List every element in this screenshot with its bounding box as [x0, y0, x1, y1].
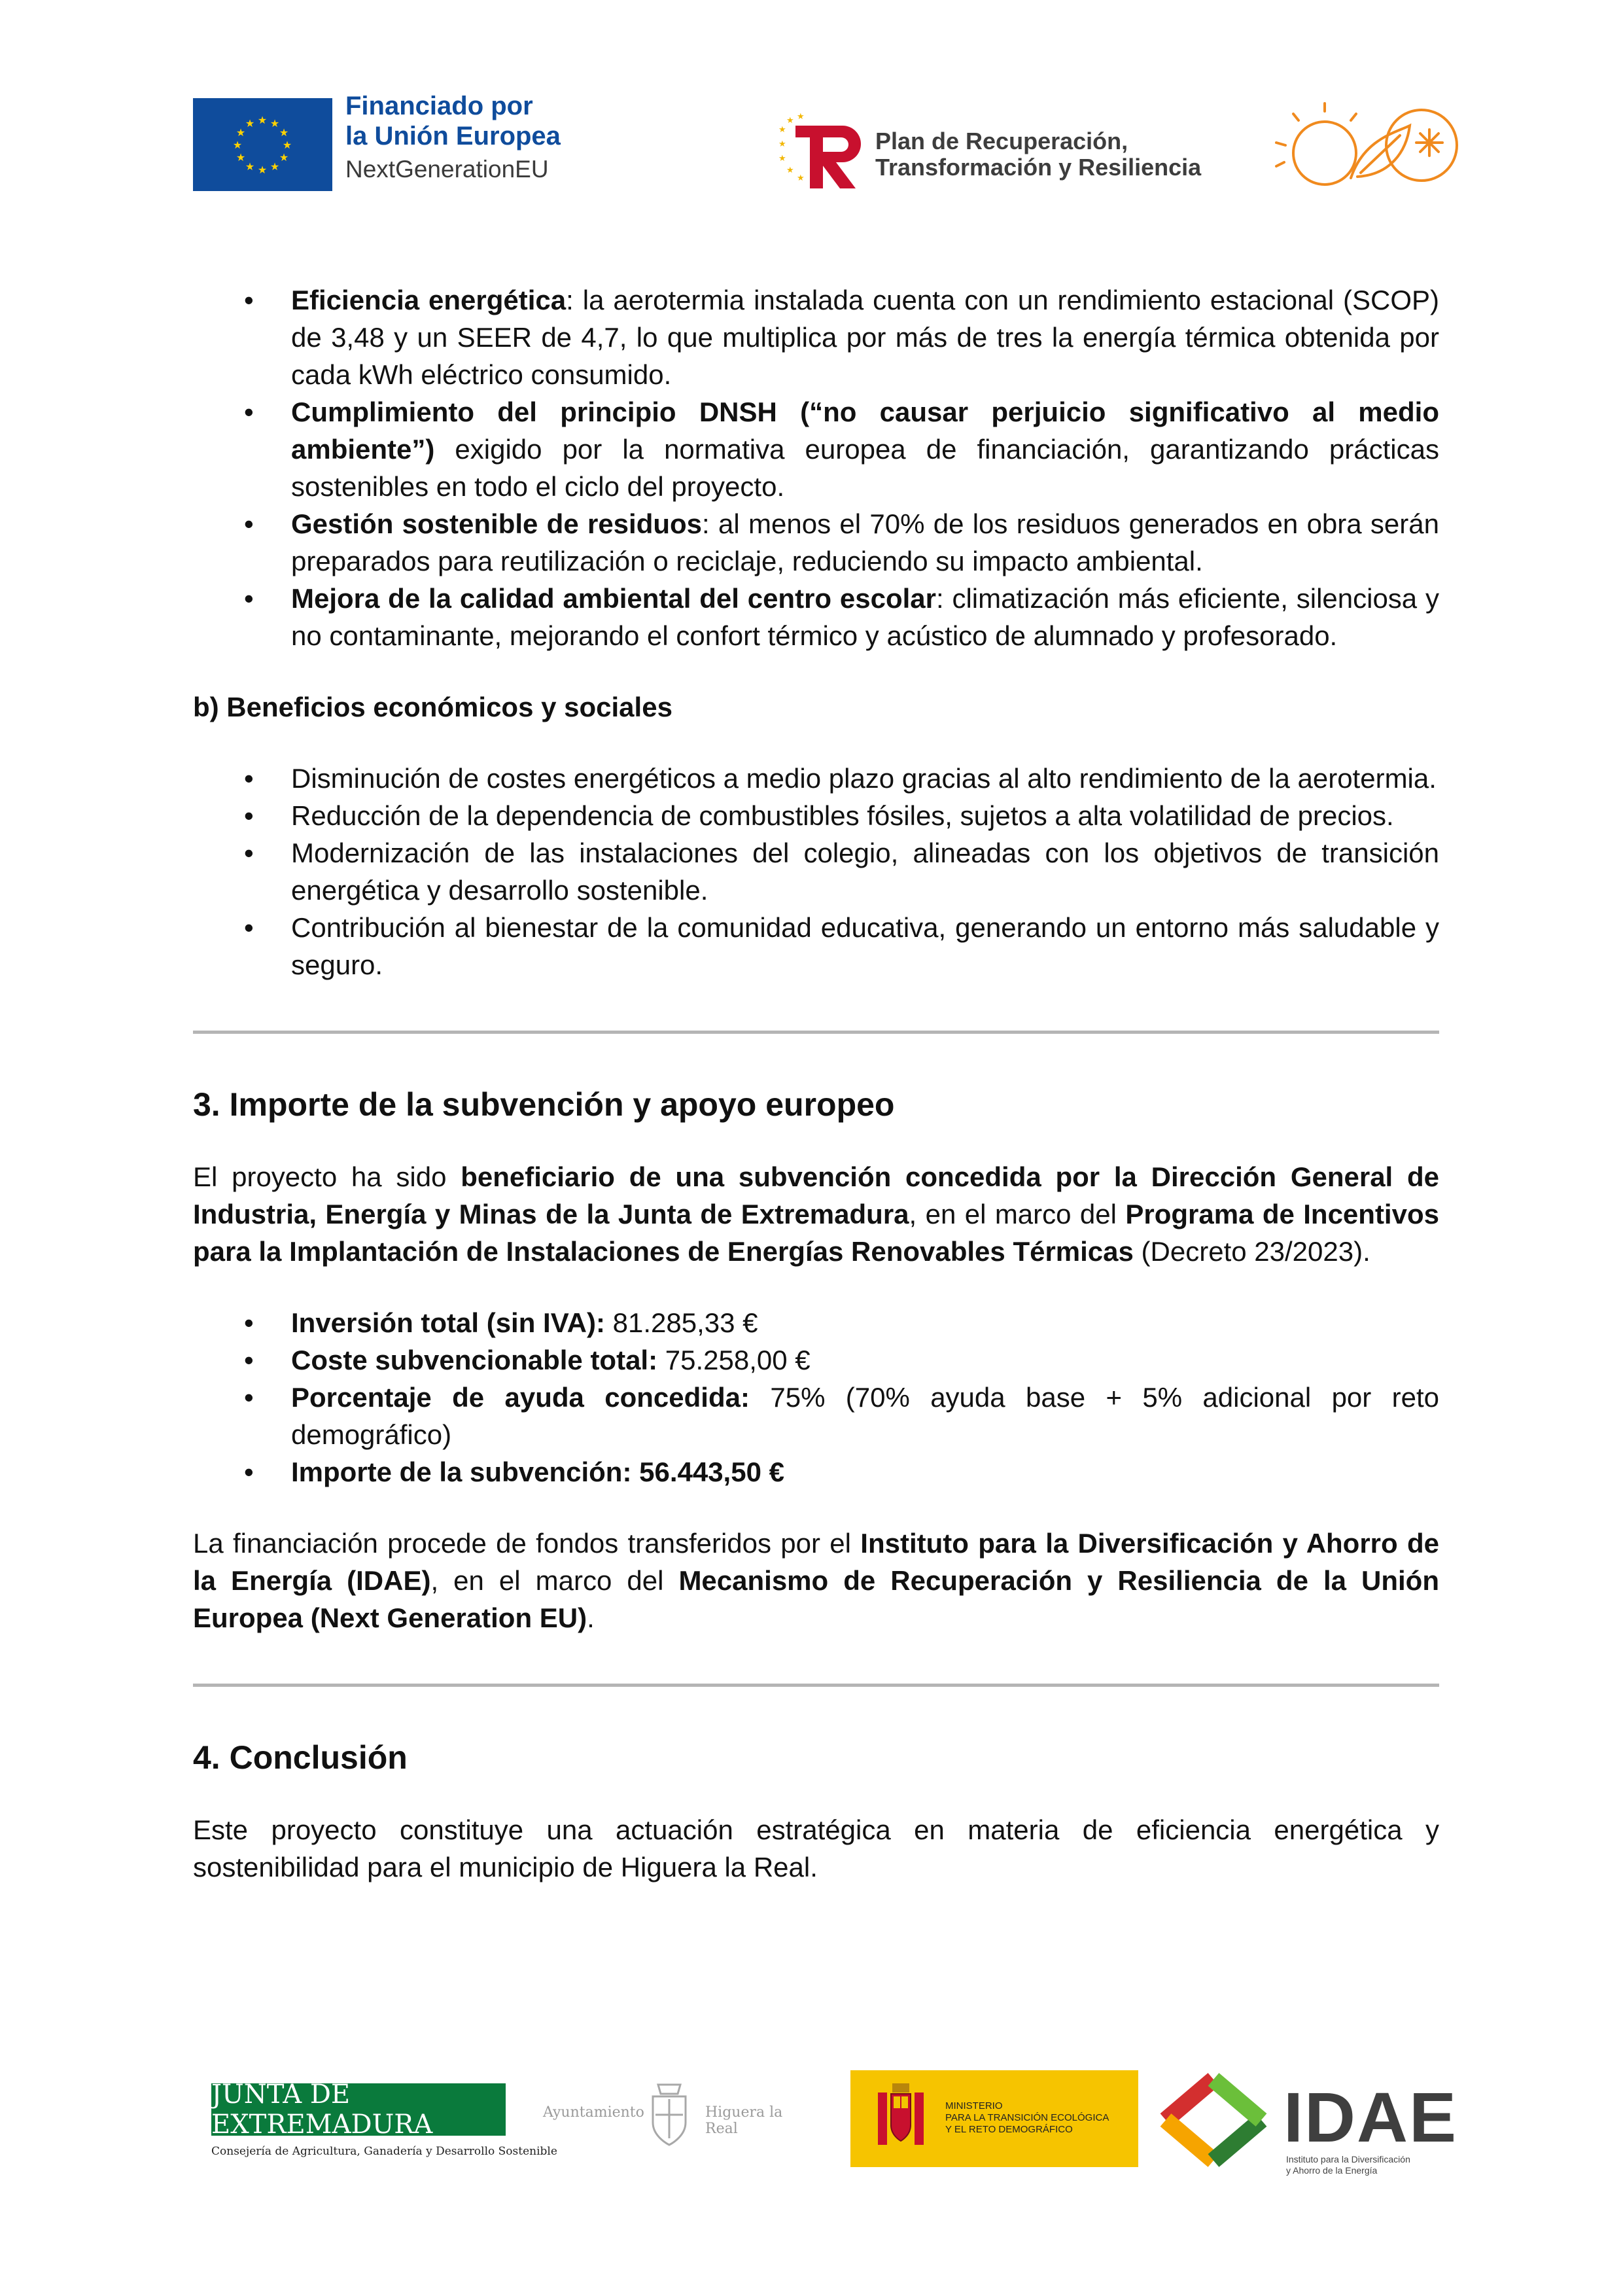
svg-text:★: ★ [282, 139, 292, 151]
ayto-label-left: Ayuntamiento [543, 2104, 644, 2121]
bullet-bold: Mejora de la calidad ambiental del centro escolar [291, 583, 936, 614]
svg-text:★: ★ [232, 139, 243, 151]
ministerio-text [945, 2100, 1109, 2136]
svg-text:★: ★ [786, 116, 794, 126]
bullet-bold: Eficiencia energética [291, 285, 567, 315]
svg-text:★: ★ [245, 117, 255, 130]
text-run: La financiación procede de fondos transferidos por el [193, 1528, 861, 1559]
section-3-financing-paragraph [193, 1525, 1439, 1636]
idae-subtitle [1286, 2154, 1410, 2176]
eu-funding-text [345, 93, 561, 181]
junta-department: Consejería de Agricultura, Ganadería y Desarrollo Sostenible [211, 2145, 557, 2158]
prtr-line-1: Plan de Recuperación, [875, 128, 1128, 154]
list-item: • Modernización de las instalaciones del colegio, alineadas con los objetivos de transición energética y desarrollo sostenible. [193, 834, 1439, 909]
text-run: , en el marco del [909, 1199, 1126, 1229]
text-run: . [587, 1602, 595, 1633]
list-item [193, 1379, 1439, 1453]
text-run: , en el marco del [430, 1565, 679, 1596]
figure-label: Porcentaje de ayuda concedida: [291, 1382, 750, 1413]
svg-text:★: ★ [245, 160, 255, 173]
prtr-logo-icon [777, 113, 873, 190]
section-3-title: 3. Importe de la subvención y apoyo europeo [193, 1086, 895, 1123]
figure-label: Inversión total (sin IVA): [291, 1307, 605, 1338]
figure-value: 75.258,00 € [657, 1345, 811, 1375]
ministerio-line-1: MINISTERIO [945, 2100, 1003, 2111]
bullet-text: exigido por la normativa europea de financiación, garantizando prácticas sostenibles en todo el ciclo del proyecto. [291, 434, 1439, 502]
list-item [193, 1453, 1439, 1491]
list-item: • Contribución al bienestar de la comunidad educativa, generando un entorno más saludable y seguro. [193, 909, 1439, 983]
ministerio-line-3: Y EL RETO DEMOGRÁFICO [945, 2124, 1073, 2135]
section-4-title: 4. Conclusión [193, 1739, 408, 1776]
list-item [193, 580, 1439, 654]
svg-text:★: ★ [786, 166, 794, 175]
energy-sun-leaf-snow-icon [1253, 99, 1469, 196]
svg-text:★: ★ [257, 114, 268, 126]
svg-text:★: ★ [236, 151, 246, 164]
text-run-bold: beneficiario de una subvención concedida por la Dirección General de Industria, Energía y Minas de la Junta de Extremadura [193, 1161, 1439, 1229]
coat-of-arms-icon [646, 2079, 692, 2151]
eu-line-2: la Unión Europea [345, 122, 561, 150]
ministerio-logo [850, 2070, 1138, 2167]
svg-text:★: ★ [797, 113, 805, 122]
svg-text:★: ★ [270, 160, 280, 173]
document-body [193, 281, 1439, 1886]
text-run: El proyecto ha sido [193, 1161, 461, 1192]
economic-benefits-list [193, 760, 1439, 983]
ayto-label-right: Higuera la Real [705, 2104, 783, 2137]
list-item [193, 393, 1439, 505]
svg-text:★: ★ [279, 151, 289, 164]
section-4-paragraph: Este proyecto constituye una actuación estratégica en materia de eficiencia energética y sostenibilidad para el municipio de Higuera la Real. [193, 1814, 1439, 1882]
section-divider [193, 1031, 1439, 1034]
junta-extremadura-logo [211, 2079, 506, 2140]
svg-text:★: ★ [778, 125, 786, 135]
prtr-line-2: Transformación y Resiliencia [875, 154, 1202, 181]
list-item: • Reducción de la dependencia de combustibles fósiles, sujetos a alta volatilidad de precios. [193, 797, 1439, 834]
bullet-text: : la aerotermia instalada cuenta con un rendimiento estacional (SCOP) de 3,48 y un SEER de 4,7, lo que multiplica por más de tres la energía térmica obtenida por cada kWh eléctrico consumido. [291, 285, 1439, 390]
svg-text:★: ★ [279, 126, 289, 139]
bullet-text: : climatización más eficiente, silenciosa y no contaminante, mejorando el confort térmico y acústico de alumnado y profesorado. [291, 583, 1439, 651]
bullet-bold: Gestión sostenible de residuos [291, 508, 703, 539]
list-item [193, 505, 1439, 580]
environmental-benefits-list [193, 281, 1439, 654]
figure-label: Coste subvencionable total: [291, 1345, 658, 1375]
spain-coat-of-arms-icon [865, 2079, 937, 2158]
figure-value: 81.285,33 € [604, 1307, 758, 1338]
idae-name: IDAE [1283, 2077, 1458, 2157]
text-run-bold: Mecanismo de Recuperación y Resiliencia de la Unión Europea (Next Generation EU) [193, 1565, 1439, 1633]
figure-label: Importe de la subvención: 56.443,50 € [291, 1457, 784, 1487]
idae-subtitle-line-2: y Ahorro de la Energía [1286, 2165, 1378, 2176]
svg-text:★: ★ [778, 154, 786, 164]
ayuntamiento-logo [543, 2079, 805, 2151]
text-run-bold: Programa de Incentivos para la Implantación de Instalaciones de Energías Renovables Térmicas [193, 1199, 1439, 1267]
idae-logo-icon [1151, 2068, 1276, 2172]
eu-stars-icon [193, 98, 332, 191]
bullet-text: : al menos el 70% de los residuos generados en obra serán preparados para reutilización o reciclaje, reduciendo su impacto ambiental. [291, 508, 1439, 576]
ministerio-line-2: PARA LA TRANSICIÓN ECOLÓGICA [945, 2112, 1109, 2123]
section-3-paragraph [193, 1158, 1439, 1270]
list-item [193, 1341, 1439, 1379]
list-item: • Disminución de costes energéticos a medio plazo gracias al alto rendimiento de la aerotermia. [193, 760, 1439, 797]
svg-text:★: ★ [797, 173, 805, 183]
svg-text:★: ★ [257, 164, 268, 176]
figure-value: 75% (70% ayuda base + 5% adicional por reto demográfico) [291, 1382, 1440, 1450]
section-b-heading: b) Beneficios económicos y sociales [193, 692, 672, 722]
funding-figures-list [193, 1304, 1439, 1491]
bullet-bold: Cumplimiento del principio DNSH (“no causar perjuicio significativo al medio ambiente”) [291, 397, 1439, 465]
prtr-text [875, 128, 1201, 181]
idae-subtitle-line-1: Instituto para la Diversificación [1286, 2154, 1410, 2164]
eu-line-3: NextGenerationEU [345, 156, 549, 183]
list-item [193, 281, 1439, 393]
list-item [193, 1304, 1439, 1341]
eu-flag-logo [193, 98, 332, 191]
eu-line-1: Financiado por [345, 92, 533, 120]
text-run-bold: Instituto para la Diversificación y Ahorro de la Energía (IDAE) [193, 1528, 1439, 1596]
junta-name: JUNTA DE EXTREMADURA [211, 2079, 433, 2140]
svg-text:★: ★ [270, 117, 280, 130]
svg-text:★: ★ [236, 126, 246, 139]
text-run: (Decreto 23/2023). [1133, 1236, 1370, 1267]
svg-text:★: ★ [778, 139, 786, 149]
section-divider [193, 1684, 1439, 1687]
